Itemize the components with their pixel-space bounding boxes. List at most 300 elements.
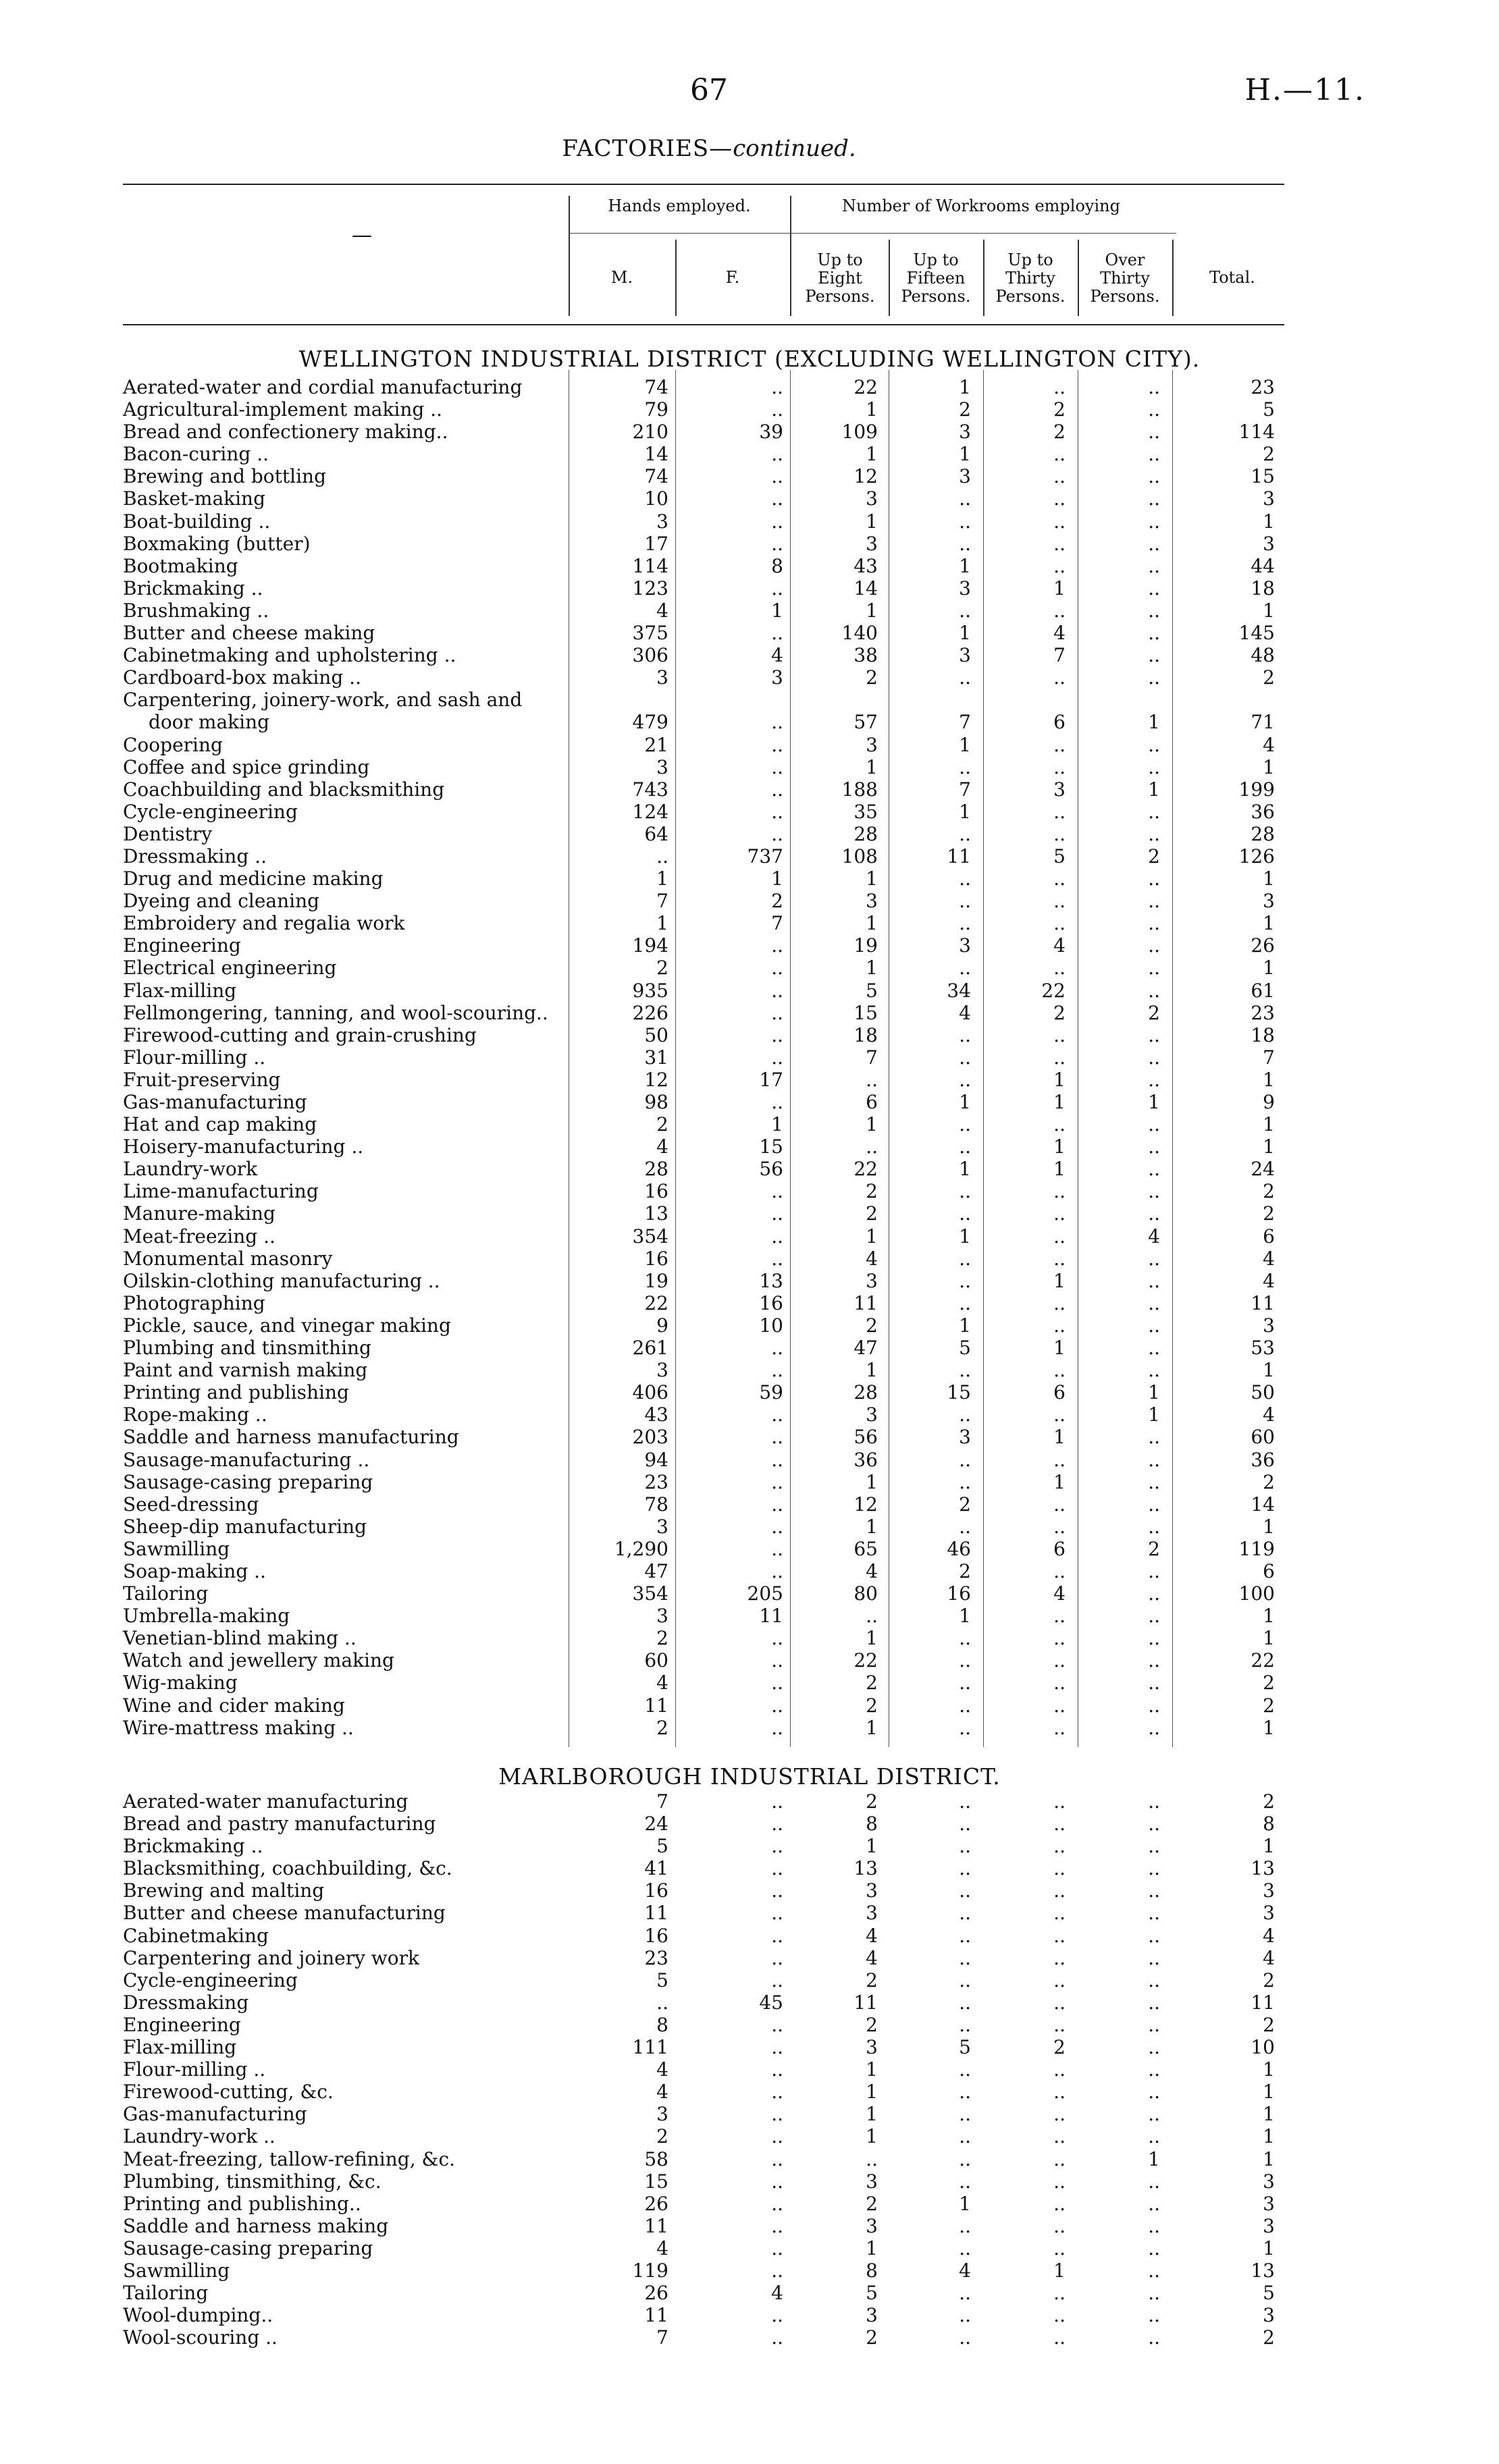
header-m: M. <box>610 268 633 287</box>
workrooms-up-to-thirty: .. <box>1053 1493 1066 1516</box>
industry-name <box>123 1024 542 1046</box>
hands-male: 2 <box>656 1716 668 1739</box>
workrooms-total: 2 <box>1263 443 1275 466</box>
industry-name <box>123 1582 542 1605</box>
hands-male: 7 <box>656 890 668 913</box>
workrooms-up-to-thirty: .. <box>1053 599 1066 622</box>
workrooms-up-to-thirty: .. <box>1053 510 1066 533</box>
workrooms-up-to-fifteen: .. <box>959 1924 971 1947</box>
industry-name <box>123 2304 542 2326</box>
industry-name-text: Aerated-water manufacturing <box>123 1790 409 1813</box>
workrooms-up-to-fifteen: 1 <box>959 1225 971 1248</box>
hands-male: 79 <box>644 398 668 421</box>
workrooms-up-to-eight: .. <box>866 2147 878 2170</box>
industry-name <box>123 1225 542 1248</box>
industry-name-text: Brushmaking .. <box>123 599 269 622</box>
hands-male: 4 <box>656 1135 668 1158</box>
industry-name-text: Blacksmithing, coachbuilding, &c. <box>123 1857 452 1880</box>
workrooms-total: 23 <box>1251 376 1275 398</box>
workrooms-up-to-eight: 1 <box>866 1359 878 1382</box>
industry-name-text: Butter and cheese manufacturing <box>123 1902 446 1925</box>
hands-male: 94 <box>644 1448 668 1471</box>
hands-male: 4 <box>656 1671 668 1694</box>
industry-name <box>123 756 542 778</box>
workrooms-up-to-fifteen: .. <box>959 2282 971 2305</box>
industry-name <box>123 801 542 823</box>
workrooms-up-to-eight: 47 <box>853 1337 878 1360</box>
workrooms-over-thirty: .. <box>1148 1991 1160 2014</box>
table-row <box>0 1426 1499 1448</box>
workrooms-up-to-fifteen: 3 <box>959 421 971 444</box>
hands-male: 3 <box>656 510 668 533</box>
industry-name-text: Boxmaking (butter) <box>123 532 311 555</box>
workrooms-up-to-eight: 22 <box>853 376 878 398</box>
table-row <box>0 1270 1499 1292</box>
workrooms-total: 1 <box>1263 1716 1275 1739</box>
table-row <box>0 1879 1499 1902</box>
workrooms-up-to-eight: 1 <box>866 1113 878 1136</box>
workrooms-total: 3 <box>1263 2192 1275 2215</box>
workrooms-total: 36 <box>1251 800 1275 823</box>
header-up-to-fifteen: Up to Fifteen Persons. <box>901 250 971 306</box>
workrooms-up-to-eight: 15 <box>853 1001 878 1024</box>
workrooms-over-thirty: .. <box>1148 1135 1160 1158</box>
hands-female: 17 <box>759 1068 783 1091</box>
workrooms-over-thirty: .. <box>1148 2058 1160 2081</box>
table-row <box>0 934 1499 957</box>
workrooms-up-to-thirty: .. <box>1053 465 1066 488</box>
workrooms-up-to-eight: 1 <box>866 599 878 622</box>
hands-female: .. <box>771 1879 783 1902</box>
table-row <box>0 1627 1499 1649</box>
table-row <box>0 1158 1499 1180</box>
industry-name-text: Flour-milling .. <box>123 1046 266 1069</box>
workrooms-up-to-fifteen: .. <box>959 2125 971 2148</box>
workrooms-up-to-eight: 28 <box>853 1381 878 1404</box>
industry-name <box>123 1717 542 1739</box>
industry-name <box>123 1947 542 1969</box>
hands-male: 114 <box>632 554 668 577</box>
industry-name-text: Laundry-work <box>123 1158 258 1181</box>
hands-female: 45 <box>759 1991 783 2014</box>
workrooms-up-to-eight: 56 <box>853 1426 878 1449</box>
workrooms-over-thirty: .. <box>1148 510 1160 533</box>
workrooms-up-to-thirty: .. <box>1053 1046 1066 1069</box>
workrooms-over-thirty: .. <box>1148 644 1160 667</box>
workrooms-up-to-fifteen: .. <box>959 2103 971 2126</box>
workrooms-up-to-thirty: 4 <box>1053 622 1066 645</box>
hands-female: .. <box>771 2304 783 2327</box>
hands-female: .. <box>771 1515 783 1538</box>
industry-name <box>123 1248 542 1270</box>
workrooms-over-thirty: .. <box>1148 1359 1160 1382</box>
workrooms-total: 28 <box>1251 822 1275 845</box>
workrooms-over-thirty: .. <box>1148 1314 1160 1337</box>
hands-male: .. <box>656 845 668 867</box>
workrooms-over-thirty: .. <box>1148 1269 1160 1292</box>
table-row <box>0 510 1499 533</box>
workrooms-total: 1 <box>1263 599 1275 622</box>
table-row <box>0 2081 1499 2103</box>
workrooms-up-to-thirty: .. <box>1053 1649 1066 1672</box>
industry-name-text: Bacon-curing .. <box>123 443 269 466</box>
workrooms-over-thirty: .. <box>1148 957 1160 980</box>
industry-name-text: Brewing and bottling <box>123 465 327 488</box>
hands-male: 4 <box>656 2058 668 2081</box>
hands-male: 354 <box>632 1582 668 1605</box>
workrooms-over-thirty: .. <box>1148 599 1160 622</box>
industry-name-text: Rope-making .. <box>123 1403 267 1426</box>
industry-name <box>123 555 542 577</box>
industry-name-text: Carpentering, joinery-work, and sash and <box>123 689 523 712</box>
workrooms-up-to-eight: 1 <box>866 1627 878 1650</box>
hands-female: .. <box>771 1180 783 1203</box>
workrooms-over-thirty: .. <box>1148 1291 1160 1314</box>
workrooms-up-to-thirty: 2 <box>1053 398 1066 421</box>
workrooms-up-to-fifteen: .. <box>959 2304 971 2327</box>
industry-name-text: Dressmaking <box>123 1991 249 2014</box>
industry-name <box>123 510 542 533</box>
industry-name-text: Tailoring <box>123 1582 209 1605</box>
workrooms-up-to-thirty: .. <box>1053 2237 1066 2259</box>
workrooms-over-thirty: .. <box>1148 1180 1160 1203</box>
workrooms-up-to-thirty: .. <box>1053 867 1066 890</box>
industry-name-text: Venetian-blind making .. <box>123 1627 357 1650</box>
industry-name <box>123 1180 542 1202</box>
hands-male: 4 <box>656 2081 668 2104</box>
hands-female: 4 <box>771 2282 783 2305</box>
hands-female: .. <box>771 822 783 845</box>
workrooms-over-thirty: .. <box>1148 1582 1160 1605</box>
industry-name-text: Sausage-casing preparing <box>123 2237 373 2259</box>
workrooms-up-to-fifteen: .. <box>959 1135 971 1158</box>
hands-female: 13 <box>759 1269 783 1292</box>
industry-name-text: Drug and medicine making <box>123 867 384 890</box>
hands-male: 8 <box>656 2013 668 2036</box>
hands-female: .. <box>771 1649 783 1672</box>
workrooms-over-thirty: .. <box>1148 2326 1160 2349</box>
workrooms-up-to-thirty: .. <box>1053 957 1066 980</box>
workrooms-up-to-eight: 4 <box>866 1924 878 1947</box>
workrooms-total: 1 <box>1263 957 1275 980</box>
workrooms-total: 2 <box>1263 1202 1275 1225</box>
table-row <box>0 1024 1499 1046</box>
workrooms-up-to-thirty: .. <box>1053 1202 1066 1225</box>
workrooms-up-to-eight: 2 <box>866 1694 878 1717</box>
workrooms-over-thirty: .. <box>1148 1694 1160 1717</box>
table-row <box>0 465 1499 487</box>
hands-male: 16 <box>644 1924 668 1947</box>
industry-name-text: Gas-manufacturing <box>123 1091 307 1113</box>
workrooms-up-to-fifteen: .. <box>959 1202 971 1225</box>
workrooms-up-to-fifteen: .. <box>959 1694 971 1717</box>
workrooms-up-to-thirty: .. <box>1053 1559 1066 1582</box>
workrooms-up-to-fifteen: .. <box>959 867 971 890</box>
workrooms-total: 1 <box>1263 755 1275 778</box>
table-row <box>0 1225 1499 1248</box>
workrooms-over-thirty: .. <box>1148 2259 1160 2282</box>
workrooms-up-to-fifteen: .. <box>959 1113 971 1136</box>
workrooms-over-thirty: .. <box>1148 2036 1160 2059</box>
industry-name-text: Basket-making <box>123 487 266 510</box>
workrooms-over-thirty: .. <box>1148 1337 1160 1360</box>
workrooms-up-to-thirty: .. <box>1053 443 1066 466</box>
workrooms-up-to-fifteen: 2 <box>959 398 971 421</box>
industry-name <box>123 577 542 599</box>
industry-name-text: Wool-dumping.. <box>123 2304 273 2327</box>
header-up-to-thirty: Up to Thirty Persons. <box>995 250 1066 306</box>
workrooms-up-to-fifteen: 1 <box>959 1605 971 1628</box>
hands-male: 7 <box>656 2326 668 2349</box>
workrooms-over-thirty: .. <box>1148 2214 1160 2237</box>
workrooms-up-to-fifteen: 3 <box>959 465 971 488</box>
workrooms-up-to-thirty: .. <box>1053 912 1066 935</box>
workrooms-up-to-fifteen: 7 <box>959 778 971 801</box>
workrooms-up-to-fifteen: 2 <box>959 1559 971 1582</box>
table-row <box>0 1605 1499 1627</box>
hands-male: 2 <box>656 1113 668 1136</box>
workrooms-up-to-fifteen: .. <box>959 1470 971 1493</box>
industry-name <box>123 666 542 689</box>
workrooms-over-thirty: .. <box>1148 1671 1160 1694</box>
hands-female: .. <box>771 2192 783 2215</box>
workrooms-up-to-fifteen: .. <box>959 1790 971 1813</box>
industry-name-text: Laundry-work .. <box>123 2125 275 2148</box>
workrooms-over-thirty: .. <box>1148 2170 1160 2193</box>
hands-female: .. <box>771 443 783 466</box>
workrooms-total: 2 <box>1263 1790 1275 1813</box>
workrooms-total: 4 <box>1263 1924 1275 1947</box>
hands-female: .. <box>771 2214 783 2237</box>
industry-name <box>123 2058 542 2081</box>
hands-female: .. <box>771 1813 783 1836</box>
workrooms-over-thirty: .. <box>1148 979 1160 1002</box>
workrooms-up-to-eight: 5 <box>866 979 878 1002</box>
workrooms-total: 13 <box>1251 1857 1275 1880</box>
header-top-rule <box>123 184 1284 185</box>
industry-name <box>123 421 542 443</box>
workrooms-over-thirty: .. <box>1148 1716 1160 1739</box>
hands-male: 23 <box>644 1946 668 1969</box>
workrooms-up-to-eight: 36 <box>853 1448 878 1471</box>
hands-female: .. <box>771 1202 783 1225</box>
workrooms-up-to-thirty: 1 <box>1053 1337 1066 1360</box>
industry-name <box>123 1202 542 1225</box>
workrooms-up-to-eight: 2 <box>866 1314 878 1337</box>
workrooms-up-to-fifteen: .. <box>959 912 971 935</box>
industry-name <box>123 2014 542 2036</box>
hands-male: 17 <box>644 532 668 555</box>
workrooms-total: 3 <box>1263 487 1275 510</box>
workrooms-up-to-eight: 3 <box>866 2036 878 2059</box>
industry-name-text: Flax-milling <box>123 2036 237 2059</box>
industry-name <box>123 443 542 465</box>
workrooms-over-thirty: 1 <box>1148 1091 1160 1113</box>
workrooms-total: 50 <box>1251 1381 1275 1404</box>
workrooms-total: 2 <box>1263 1180 1275 1203</box>
workrooms-over-thirty: .. <box>1148 1515 1160 1538</box>
workrooms-up-to-thirty: .. <box>1053 2103 1066 2126</box>
table-row <box>0 622 1499 644</box>
workrooms-up-to-eight: 1 <box>866 2237 878 2259</box>
workrooms-up-to-fifteen: .. <box>959 487 971 510</box>
industry-name-text: Boat-building .. <box>123 510 271 533</box>
workrooms-over-thirty: .. <box>1148 890 1160 913</box>
industry-name <box>123 1813 542 1835</box>
hands-female: 10 <box>759 1314 783 1337</box>
industry-name <box>123 823 542 845</box>
industry-name-text: Engineering <box>123 2013 241 2036</box>
table-row <box>0 1835 1499 1857</box>
hands-female: .. <box>771 2326 783 2349</box>
workrooms-over-thirty: .. <box>1148 1068 1160 1091</box>
workrooms-over-thirty: .. <box>1148 2282 1160 2305</box>
table-row <box>0 1449 1499 1471</box>
workrooms-up-to-thirty: 4 <box>1053 934 1066 957</box>
workrooms-up-to-thirty: .. <box>1053 1515 1066 1538</box>
hands-female: .. <box>771 1023 783 1046</box>
industry-name <box>123 398 542 421</box>
workrooms-over-thirty: .. <box>1148 1857 1160 1880</box>
hands-female: .. <box>771 2036 783 2059</box>
workrooms-up-to-thirty: .. <box>1053 1314 1066 1337</box>
table-row <box>0 823 1499 845</box>
hands-male: 16 <box>644 1180 668 1203</box>
workrooms-total: 8 <box>1263 1813 1275 1836</box>
industry-name-text: Printing and publishing <box>123 1381 349 1404</box>
workrooms-up-to-fifteen: .. <box>959 2326 971 2349</box>
table-row <box>0 756 1499 778</box>
workrooms-up-to-eight: 1 <box>866 957 878 980</box>
workrooms-up-to-fifteen: .. <box>959 1046 971 1069</box>
hands-male: 11 <box>644 2304 668 2327</box>
workrooms-up-to-eight: 8 <box>866 1813 878 1836</box>
hands-male: 3 <box>656 1605 668 1628</box>
header-hands-employed: Hands employed. <box>608 196 751 215</box>
industry-name-text: Fruit-preserving <box>123 1068 281 1091</box>
workrooms-up-to-eight: 108 <box>841 845 878 867</box>
workrooms-up-to-fifteen: 1 <box>959 1091 971 1113</box>
table-row <box>0 2170 1499 2193</box>
industry-name-text: Sheep-dip manufacturing <box>123 1515 367 1538</box>
industry-name-text: Umbrella-making <box>123 1605 290 1628</box>
workrooms-up-to-eight: 3 <box>866 2214 878 2237</box>
table-row <box>0 867 1499 890</box>
table-row <box>0 1359 1499 1381</box>
table-row <box>0 2304 1499 2326</box>
workrooms-up-to-thirty: 1 <box>1053 1158 1066 1181</box>
workrooms-total: 26 <box>1251 934 1275 957</box>
workrooms-up-to-thirty: .. <box>1053 1813 1066 1836</box>
workrooms-total: 3 <box>1263 2170 1275 2193</box>
table-row <box>0 1292 1499 1314</box>
industry-name <box>123 1158 542 1180</box>
hands-female: .. <box>771 376 783 398</box>
hands-female: .. <box>771 2013 783 2036</box>
industry-name-text: Brickmaking .. <box>123 577 263 599</box>
hands-female: 2 <box>771 890 783 913</box>
workrooms-up-to-eight: 7 <box>866 1046 878 1069</box>
workrooms-over-thirty: .. <box>1148 1924 1160 1947</box>
industry-name <box>123 1091 542 1113</box>
workrooms-up-to-eight: 65 <box>853 1537 878 1560</box>
workrooms-up-to-thirty: 2 <box>1053 2036 1066 2059</box>
workrooms-up-to-thirty: .. <box>1053 2147 1066 2170</box>
hands-male: 306 <box>632 644 668 667</box>
workrooms-over-thirty: 1 <box>1148 711 1160 734</box>
hands-male: 7 <box>656 1790 668 1813</box>
table-row <box>0 1671 1499 1694</box>
workrooms-total: 3 <box>1263 2304 1275 2327</box>
hands-male: 5 <box>656 1968 668 1991</box>
workrooms-up-to-eight: 188 <box>841 778 878 801</box>
industry-name <box>123 2326 542 2349</box>
table-row <box>0 1649 1499 1671</box>
workrooms-up-to-eight: 1 <box>866 2081 878 2104</box>
hands-male: 11 <box>644 1902 668 1925</box>
hands-female: .. <box>771 622 783 645</box>
table-row <box>0 666 1499 689</box>
hands-male: 21 <box>644 733 668 756</box>
workrooms-up-to-fifteen: .. <box>959 1180 971 1203</box>
workrooms-over-thirty: .. <box>1148 398 1160 421</box>
workrooms-over-thirty: .. <box>1148 1968 1160 1991</box>
industry-name <box>123 1426 542 1448</box>
industry-name-text: Wool-scouring .. <box>123 2326 278 2349</box>
industry-name-continuation: door making <box>149 711 270 734</box>
table-row <box>0 1337 1499 1359</box>
table-row <box>0 1813 1499 1835</box>
header-over-thirty: Over Thirty Persons. <box>1090 250 1160 306</box>
hands-male: 119 <box>632 2259 668 2282</box>
workrooms-total: 2 <box>1263 1470 1275 1493</box>
header-workrooms: Number of Workrooms employing <box>842 196 1120 215</box>
workrooms-up-to-thirty: .. <box>1053 1113 1066 1136</box>
workrooms-up-to-fifteen: .. <box>959 2147 971 2170</box>
workrooms-up-to-eight: 6 <box>866 1091 878 1113</box>
workrooms-up-to-thirty: .. <box>1053 800 1066 823</box>
hands-male: 78 <box>644 1493 668 1516</box>
workrooms-total: 4 <box>1263 1247 1275 1270</box>
header-divider <box>1078 240 1079 316</box>
table-row <box>0 398 1499 421</box>
industry-name <box>123 2237 542 2259</box>
industry-name <box>123 1292 542 1314</box>
industry-name-text: Wine and cider making <box>123 1694 345 1717</box>
hands-female: .. <box>771 1694 783 1717</box>
workrooms-up-to-thirty: .. <box>1053 1716 1066 1739</box>
workrooms-up-to-eight: 11 <box>853 1991 878 2014</box>
hands-male: 10 <box>644 487 668 510</box>
hands-female: .. <box>771 1359 783 1382</box>
industry-name-text: Brewing and malting <box>123 1879 325 1902</box>
workrooms-up-to-fifteen: .. <box>959 1269 971 1292</box>
workrooms-up-to-thirty: 2 <box>1053 421 1066 444</box>
workrooms-up-to-fifteen: .. <box>959 2237 971 2259</box>
industry-name-text: Cabinetmaking <box>123 1924 269 1947</box>
workrooms-total: 3 <box>1263 1314 1275 1337</box>
table-row <box>0 1180 1499 1202</box>
industry-name-text: Tailoring <box>123 2282 209 2305</box>
table-row <box>0 2014 1499 2036</box>
workrooms-up-to-eight: 1 <box>866 398 878 421</box>
industry-name <box>123 1790 542 1813</box>
workrooms-up-to-thirty: .. <box>1053 1448 1066 1471</box>
hands-male: 203 <box>632 1426 668 1449</box>
hands-female: .. <box>771 1559 783 1582</box>
workrooms-total: 71 <box>1251 711 1275 734</box>
table-row <box>0 1582 1499 1605</box>
